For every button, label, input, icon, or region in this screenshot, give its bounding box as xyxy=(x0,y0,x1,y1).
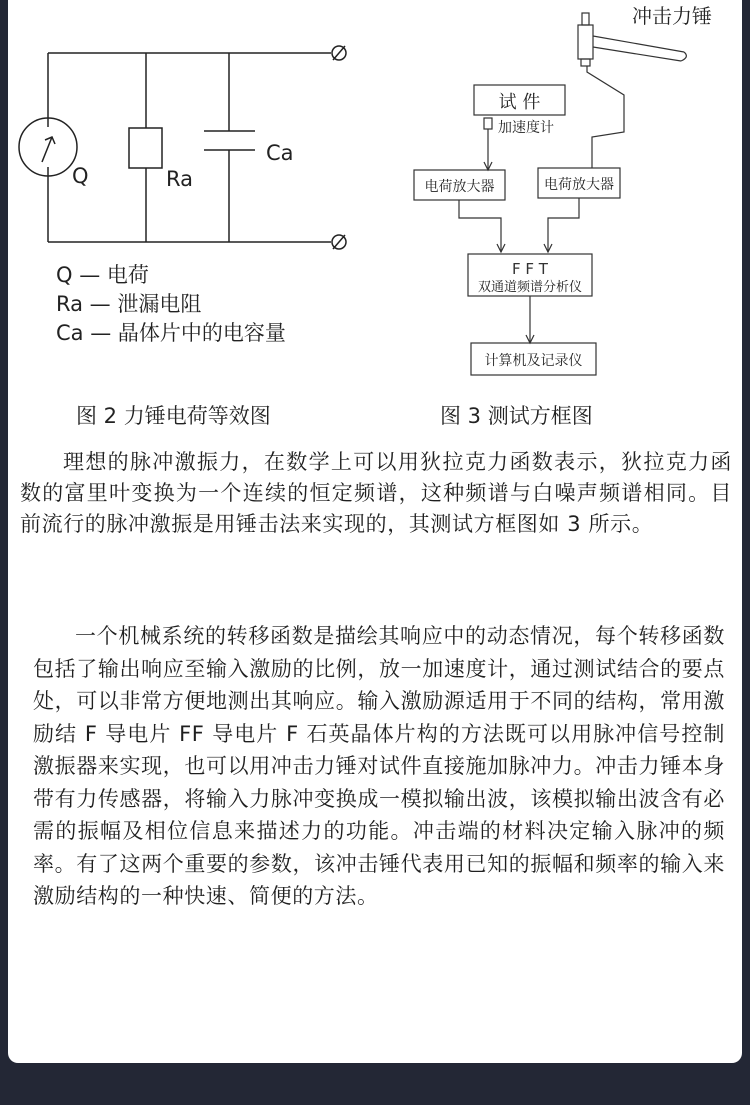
amp-left-label: 电荷放大器 xyxy=(424,179,495,195)
hammer-label: 冲击力锤 xyxy=(632,4,712,28)
figure2-caption: 图 2 力锤电荷等效图 xyxy=(76,404,271,428)
legend-q: Q — 电荷 xyxy=(56,263,149,287)
label-q: Q xyxy=(72,164,89,188)
label-ra: Ra xyxy=(166,167,193,191)
accelerometer-icon xyxy=(484,118,492,129)
paragraph-transfer-function: 一个机械系统的转移函数是描绘其响应中的动态情况，每个转移函数包括了输出响应至输入激励的比例，放一加速度计，通过测试结合的要点处，可以非常方便地测出其响应。输入激励源适用于不同的结构，常用激励结 F 导电片 FF 导电片 F 石英晶体片构的方法既可以用脉冲信号控制激振器来实现，也可以用冲击力锤对试件直接施加脉冲力。冲击力锤本身带有力传感器，将输入力脉冲变换成一模拟输出波，该模拟输出波含有必需的振幅及相位信息来描述力的功能。冲击端的材料决定输入脉冲的频率。有了这两个重要的参数，该冲击锤代表用已知的振幅和频率的输入来激励结构的一种快速、简便的方法。 xyxy=(33,624,725,908)
paragraph-impulse-excitation: 理想的脉冲激振力，在数学上可以用狄拉克力函数表示，狄拉克力函数的富里叶变换为一个连续的恒定频谱，这种频谱与白噪声频谱相同。目前流行的脉冲激振是用锤击法来实现的，其测试方框图如 3 所示。 xyxy=(20,450,732,536)
label-ca: Ca xyxy=(266,141,294,165)
fft-subtitle: 双通道频谱分析仪 xyxy=(477,280,583,295)
specimen-label: 试 件 xyxy=(498,92,541,113)
resistor-symbol xyxy=(129,128,162,168)
amp-right-label: 电荷放大器 xyxy=(544,177,614,193)
legend-ca: Ca — 晶体片中的电容量 xyxy=(56,321,286,345)
accelerometer-label: 加速度计 xyxy=(498,120,554,136)
fft-title: F F T xyxy=(512,260,548,278)
equivalent-circuit-diagram xyxy=(19,46,346,249)
legend-ra: Ra — 泄漏电阻 xyxy=(56,292,202,316)
computer-label: 计算机及记录仪 xyxy=(484,353,583,369)
figure3-caption: 图 3 测试方框图 xyxy=(440,404,593,428)
